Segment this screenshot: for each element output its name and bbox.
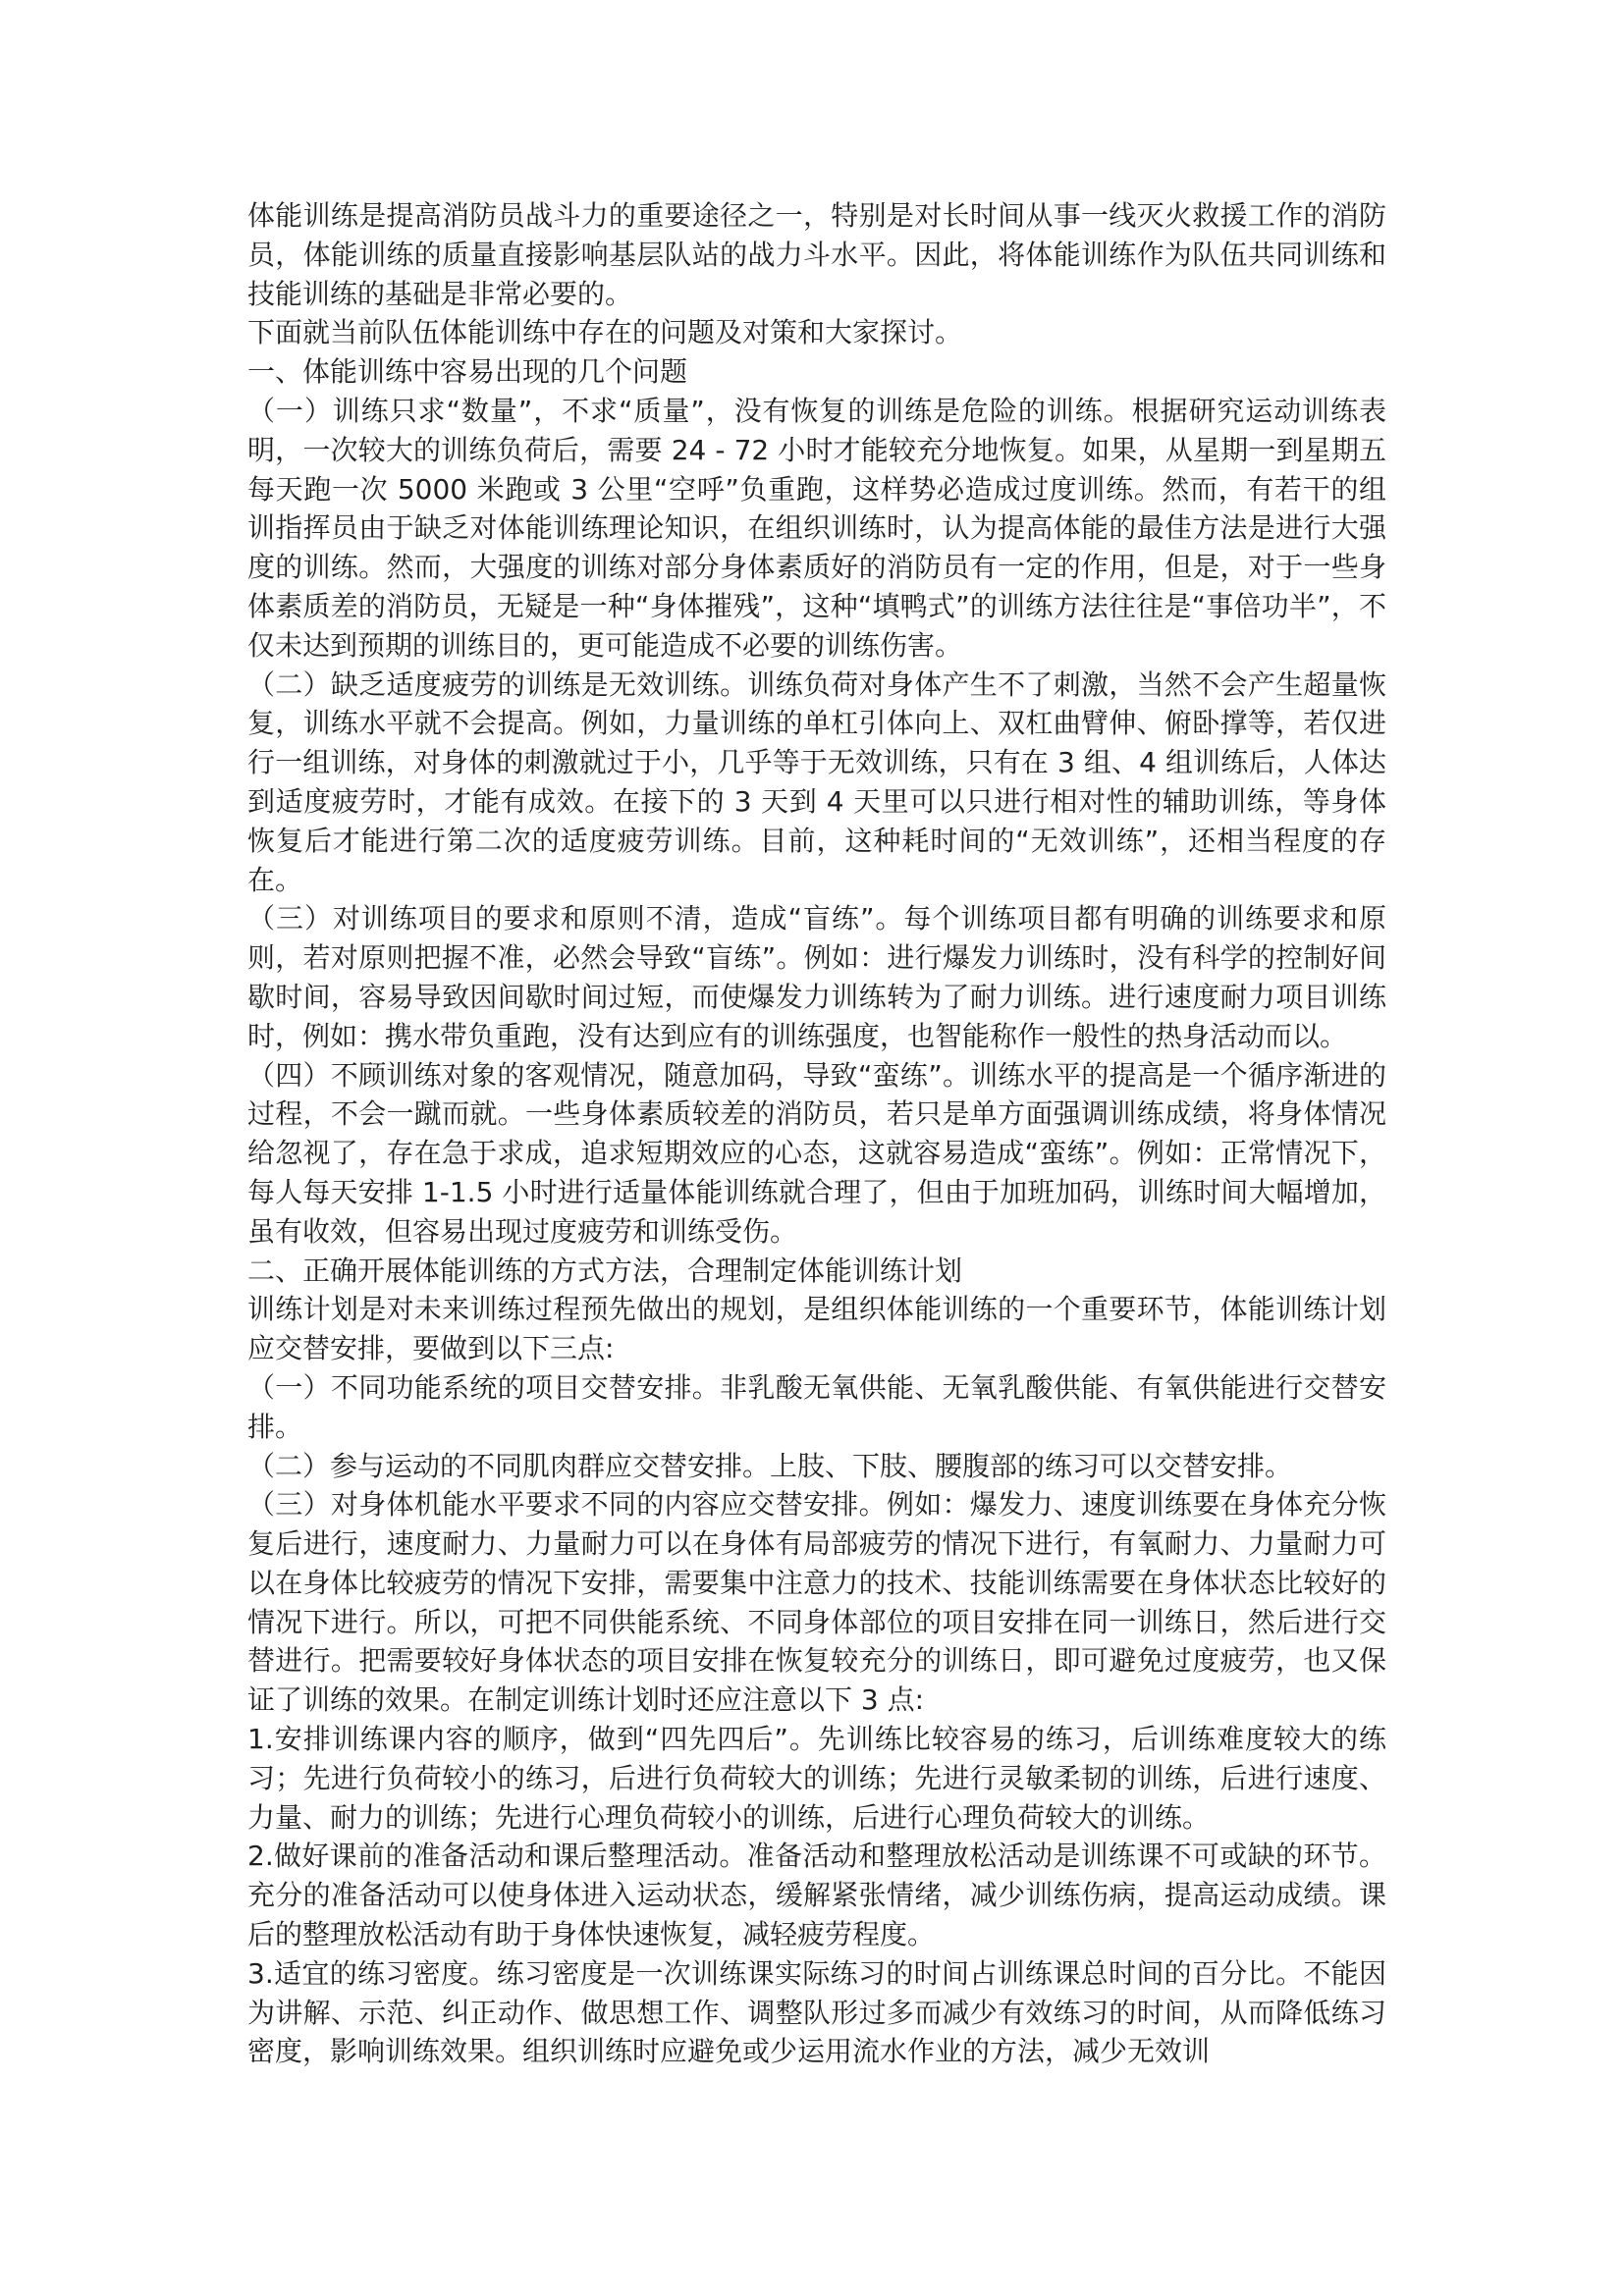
problem-3-paragraph: （三）对训练项目的要求和原则不清，造成“盲练”。每个训练项目都有明确的训练要求和原则，若对原则把握不准，必然会导致“盲练”。例如：进行爆发力训练时，没有科学的控制好间歇时间，容易导致因间歇时间过短，而使爆发力训练转为了耐力训练。进行速度耐力项目训练时，例如：携水带负重跑，没有达到应有的训练强度，也智能称作一般性的热身活动而以。	[247, 902, 1386, 1052]
intro-paragraph: 体能训练是提高消防员战斗力的重要途径之一，特别是对长时间从事一线灭火救援工作的消防员，体能训练的质量直接影响基层队站的战力斗水平。因此，将体能训练作为队伍共同训练和技能训练的基础是非常必要的。	[247, 199, 1386, 310]
note-1-paragraph: 1.安排训练课内容的顺序，做到“四先四后”。先训练比较容易的练习，后训练难度较大的练习；先进行负荷较小的练习，后进行负荷较大的训练；先进行灵敏柔韧的训练，后进行速度、力量、耐力的训练；先进行心理负荷较小的训练，后进行心理负荷较大的训练。	[247, 1723, 1386, 1834]
note-2-paragraph: 2.做好课前的准备活动和课后整理活动。准备活动和整理放松活动是训练课不可或缺的环节。充分的准备活动可以使身体进入运动状态，缓解紧张情绪，减少训练伤病，提高运动成绩。课后的整理放松活动有助于身体快速恢复，减轻疲劳程度。	[247, 1840, 1386, 1951]
problem-4-paragraph: （四）不顾训练对象的客观情况，随意加码，导致“蛮练”。训练水平的提高是一个循序渐进的过程，不会一蹴而就。一些身体素质较差的消防员，若只是单方面强调训练成绩，将身体情况给忽视了，存在急于求成，追求短期效应的心态，这就容易造成“蛮练”。例如：正常情况下，每人每天安排 1-1.5 小时进行适量体能训练就合理了，但由于加班加码，训练时间大幅增加，虽有收效，但容易出现过度疲劳和训练受伤。	[247, 1058, 1386, 1248]
problem-1-paragraph: （一）训练只求“数量”，不求“质量”，没有恢复的训练是危险的训练。根据研究运动训练表明，一次较大的训练负荷后，需要 24 - 72 小时才能较充分地恢复。如果，从星期一到星期五每天跑一次 5000 米跑或 3 公里“空呼”负重跑，这样势必造成过度训练。然而，有若干的组训指挥员由于缺乏对体能训练理论知识，在组织训练时，认为提高体能的最佳方法是进行大强度的训练。然而，大强度的训练对部分身体素质好的消防员有一定的作用，但是，对于一些身体素质差的消防员，无疑是一种“身体摧残”，这种“填鸭式”的训练方法往往是“事倍功半”，不仅未达到预期的训练目的，更可能造成不必要的训练伤害。	[247, 394, 1386, 662]
plan-intro-paragraph: 训练计划是对未来训练过程预先做出的规划，是组织体能训练的一个重要环节，体能训练计划应交替安排，要做到以下三点:	[247, 1293, 1386, 1365]
document-body	[247, 196, 1386, 2071]
plan-point-2-paragraph: （二）参与运动的不同肌肉群应交替安排。上肢、下肢、腰腹部的练习可以交替安排。	[247, 1449, 1293, 1482]
section-heading-methods: 二、正确开展体能训练的方式方法，合理制定体能训练计划	[247, 1254, 963, 1287]
plan-point-3-paragraph: （三）对身体机能水平要求不同的内容应交替安排。例如：爆发力、速度训练要在身体充分恢复后进行，速度耐力、力量耐力可以在身体有局部疲劳的情况下进行，有氧耐力、力量耐力可以在身体比较疲劳的情况下安排，需要集中注意力的技术、技能训练需要在身体状态比较好的情况下进行。所以，可把不同供能系统、不同身体部位的项目安排在同一训练日，然后进行交替进行。把需要较好身体状态的项目安排在恢复较充分的训练日，即可避免过度疲劳，也又保证了训练的效果。在制定训练计划时还应注意以下 3 点:	[247, 1488, 1386, 1717]
note-3-paragraph: 3.适宜的练习密度。练习密度是一次训练课实际练习的时间占训练课总时间的百分比。不能因为讲解、示范、纠正动作、做思想工作、调整队形过多而减少有效练习的时间，从而降低练习密度，影响训练效果。组织训练时应避免或少运用流水作业的方法，减少无效训	[247, 1956, 1386, 2068]
problem-2-paragraph: （二）缺乏适度疲劳的训练是无效训练。训练负荷对身体产生不了刺激，当然不会产生超量恢复，训练水平就不会提高。例如，力量训练的单杠引体向上、双杠曲臂伸、俯卧撑等，若仅进行一组训练，对身体的刺激就过于小，几乎等于无效训练，只有在 3 组、4 组训练后，人体达到适度疲劳时，才能有成效。在接下的 3 天到 4 天里可以只进行相对性的辅助训练，等身体恢复后才能进行第二次的适度疲劳训练。目前，这种耗时间的“无效训练”，还相当程度的存在。	[247, 667, 1386, 896]
intro-discussion-line: 下面就当前队伍体能训练中存在的问题及对策和大家探讨。	[247, 316, 963, 349]
plan-point-1-paragraph: （一）不同功能系统的项目交替安排。非乳酸无氧供能、无氧乳酸供能、有氧供能进行交替安排。	[247, 1370, 1386, 1443]
section-heading-problems: 一、体能训练中容易出现的几个问题	[247, 355, 688, 389]
